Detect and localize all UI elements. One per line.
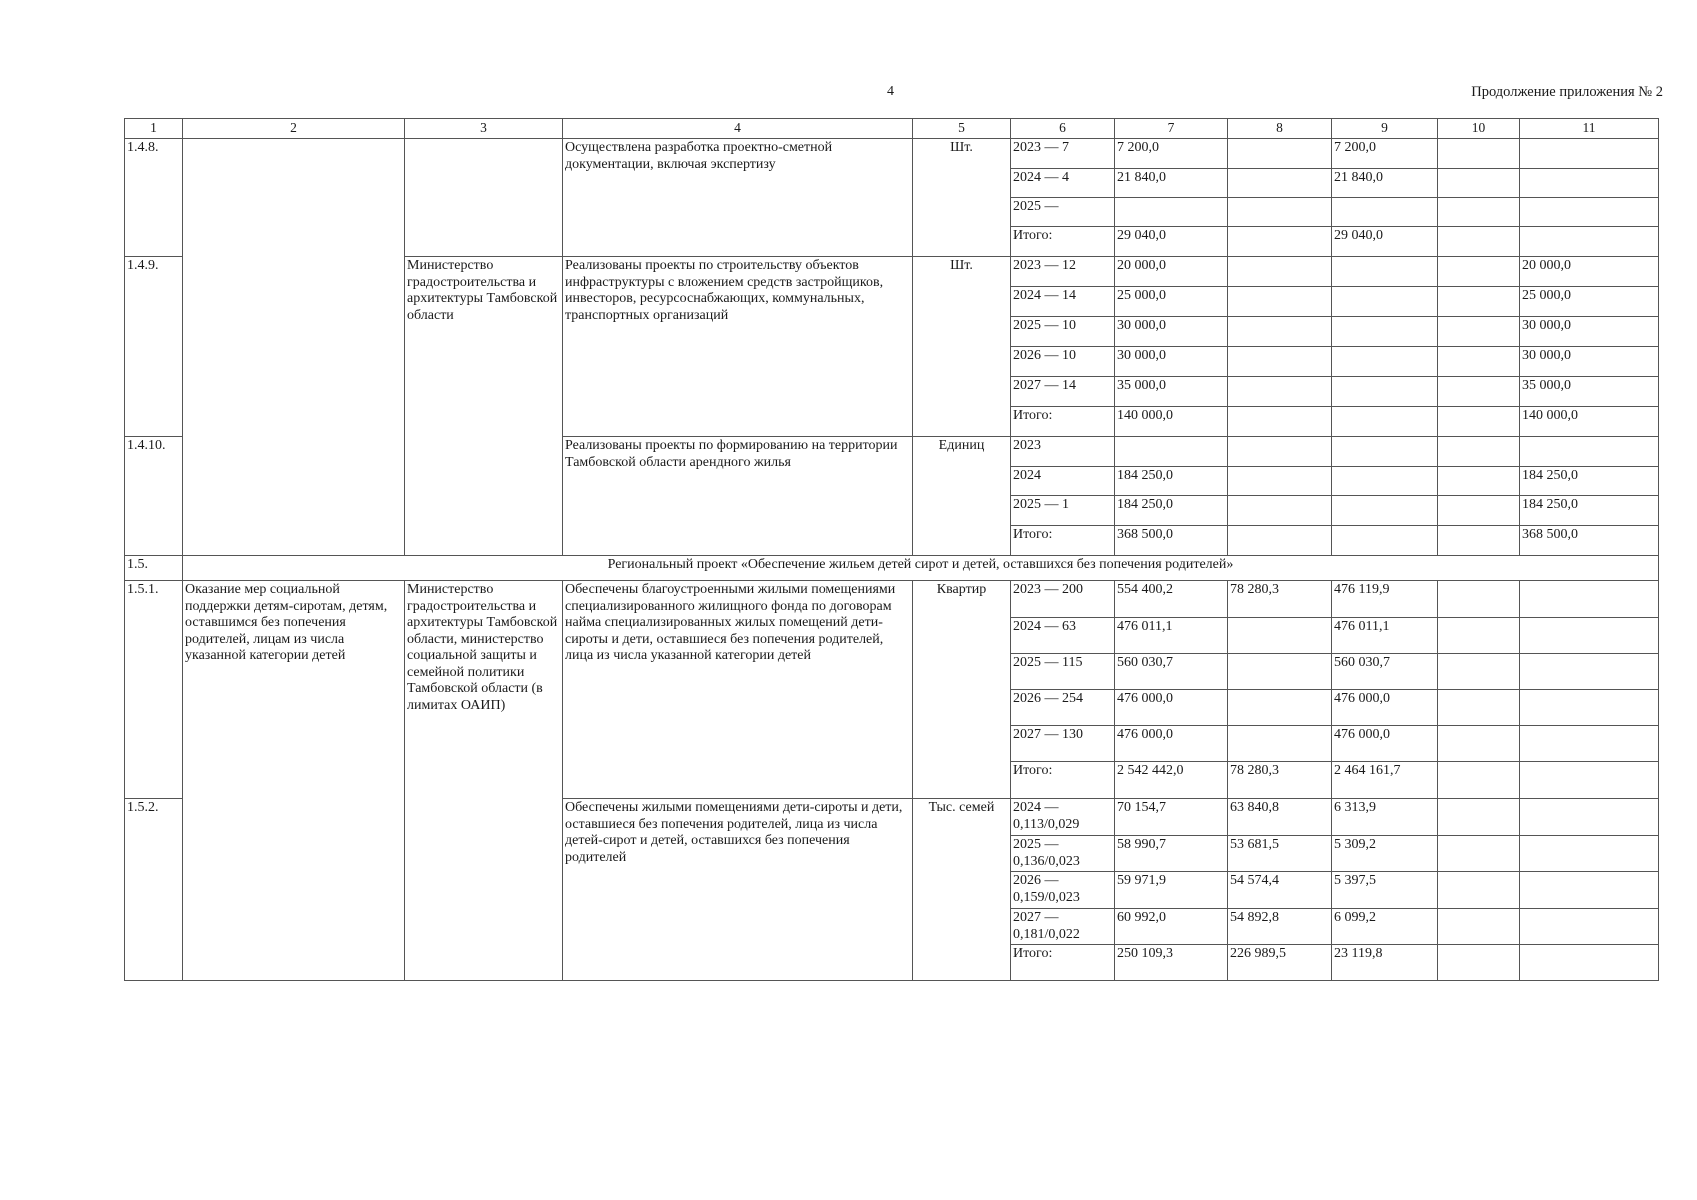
year-cell: 2024 — 63: [1011, 618, 1115, 654]
year-cell: 2024 — 4: [1011, 169, 1115, 198]
federal-budget: [1228, 198, 1332, 227]
regional-budget: [1332, 287, 1438, 317]
year-cell: Итого:: [1011, 407, 1115, 437]
total-amount: 30 000,0: [1115, 317, 1228, 347]
federal-budget: [1228, 287, 1332, 317]
total-amount: 250 109,3: [1115, 945, 1228, 981]
year-cell: 2025 —: [1011, 198, 1115, 227]
federal-budget: [1228, 726, 1332, 762]
table-row: [125, 139, 1659, 169]
extrabudgetary-funds: 35 000,0: [1520, 377, 1659, 407]
extrabudgetary-funds: [1520, 799, 1659, 836]
federal-budget: 226 989,5: [1228, 945, 1332, 981]
item-number: 1.4.8.: [125, 139, 183, 257]
total-amount: 2 542 442,0: [1115, 762, 1228, 799]
total-amount: 35 000,0: [1115, 377, 1228, 407]
federal-budget: [1228, 139, 1332, 169]
extrabudgetary-funds: 184 250,0: [1520, 467, 1659, 496]
column-header: 7: [1115, 119, 1228, 139]
extrabudgetary-funds: 30 000,0: [1520, 317, 1659, 347]
extrabudgetary-funds: [1520, 872, 1659, 909]
local-budget: [1438, 654, 1520, 690]
federal-budget: [1228, 227, 1332, 257]
column-header: 6: [1011, 119, 1115, 139]
result-description: Обеспечены благоустроенными жилыми помещениями специализированного жилищного фонда по договорам найма специализированных жилых помещений дети-сироты и дети, оставшиеся без попечения родителей, лица из числа указанной категории детей: [563, 581, 913, 799]
regional-budget: [1332, 467, 1438, 496]
column-header: 2: [183, 119, 405, 139]
section-row: [125, 556, 1659, 581]
year-cell: Итого:: [1011, 526, 1115, 556]
local-budget: [1438, 287, 1520, 317]
local-budget: [1438, 169, 1520, 198]
extrabudgetary-funds: 140 000,0: [1520, 407, 1659, 437]
regional-budget: 476 000,0: [1332, 690, 1438, 726]
regional-budget: [1332, 496, 1438, 526]
item-number: 1.4.10.: [125, 437, 183, 556]
extrabudgetary-funds: 20 000,0: [1520, 257, 1659, 287]
total-amount: 60 992,0: [1115, 909, 1228, 945]
result-description: Осуществлена разработка проектно-сметной документации, включая экспертизу: [563, 139, 913, 257]
federal-budget: 78 280,3: [1228, 762, 1332, 799]
result-description: Реализованы проекты по формированию на территории Тамбовской области арендного жилья: [563, 437, 913, 556]
total-amount: 184 250,0: [1115, 467, 1228, 496]
regional-budget: 7 200,0: [1332, 139, 1438, 169]
unit-of-measure: Единиц: [913, 437, 1011, 556]
year-cell: 2025 — 115: [1011, 654, 1115, 690]
total-amount: 560 030,7: [1115, 654, 1228, 690]
section-title: Региональный проект «Обеспечение жильем детей сирот и детей, оставшихся без попечения родителей»: [183, 556, 1659, 581]
federal-budget: [1228, 347, 1332, 377]
extrabudgetary-funds: [1520, 762, 1659, 799]
total-amount: 25 000,0: [1115, 287, 1228, 317]
extrabudgetary-funds: 30 000,0: [1520, 347, 1659, 377]
year-cell: 2023 — 200: [1011, 581, 1115, 618]
federal-budget: [1228, 437, 1332, 467]
executor-empty: [405, 139, 563, 257]
local-budget: [1438, 377, 1520, 407]
local-budget: [1438, 227, 1520, 257]
federal-budget: 54 574,4: [1228, 872, 1332, 909]
federal-budget: [1228, 496, 1332, 526]
unit-of-measure: Тыс. семей: [913, 799, 1011, 981]
year-cell: 2025 — 1: [1011, 496, 1115, 526]
regional-budget: [1332, 347, 1438, 377]
column-header: 8: [1228, 119, 1332, 139]
local-budget: [1438, 437, 1520, 467]
executor-name: Министерство градостроительства и архитектуры Тамбовской области: [405, 257, 563, 556]
local-budget: [1438, 909, 1520, 945]
year-cell: 2026 — 0,159/0,023: [1011, 872, 1115, 909]
local-budget: [1438, 872, 1520, 909]
total-amount: 140 000,0: [1115, 407, 1228, 437]
result-description: Обеспечены жилыми помещениями дети-сироты и дети, оставшиеся без попечения родителей, лица из числа детей-сирот и детей, оставшихся без попечения родителей: [563, 799, 913, 981]
federal-budget: 78 280,3: [1228, 581, 1332, 618]
unit-of-measure: Квартир: [913, 581, 1011, 799]
extrabudgetary-funds: [1520, 437, 1659, 467]
federal-budget: [1228, 317, 1332, 347]
year-cell: 2025 — 10: [1011, 317, 1115, 347]
regional-budget: 6 099,2: [1332, 909, 1438, 945]
page-number: 4: [887, 84, 894, 99]
regional-budget: [1332, 437, 1438, 467]
extrabudgetary-funds: [1520, 198, 1659, 227]
total-amount: 29 040,0: [1115, 227, 1228, 257]
regional-budget: [1332, 377, 1438, 407]
total-amount: 554 400,2: [1115, 581, 1228, 618]
total-amount: 20 000,0: [1115, 257, 1228, 287]
unit-of-measure: Шт.: [913, 257, 1011, 437]
local-budget: [1438, 726, 1520, 762]
total-amount: 59 971,9: [1115, 872, 1228, 909]
year-cell: 2027 — 130: [1011, 726, 1115, 762]
extrabudgetary-funds: [1520, 726, 1659, 762]
federal-budget: [1228, 654, 1332, 690]
federal-budget: [1228, 526, 1332, 556]
local-budget: [1438, 257, 1520, 287]
extrabudgetary-funds: 184 250,0: [1520, 496, 1659, 526]
extrabudgetary-funds: 25 000,0: [1520, 287, 1659, 317]
local-budget: [1438, 799, 1520, 836]
year-cell: 2026 — 254: [1011, 690, 1115, 726]
extrabudgetary-funds: [1520, 581, 1659, 618]
total-amount: [1115, 198, 1228, 227]
total-amount: 70 154,7: [1115, 799, 1228, 836]
column-header: 9: [1332, 119, 1438, 139]
regional-budget: 5 309,2: [1332, 836, 1438, 872]
federal-budget: [1228, 618, 1332, 654]
column-header: 1: [125, 119, 183, 139]
total-amount: 476 000,0: [1115, 690, 1228, 726]
extrabudgetary-funds: [1520, 836, 1659, 872]
total-amount: 58 990,7: [1115, 836, 1228, 872]
extrabudgetary-funds: [1520, 654, 1659, 690]
year-cell: 2027 — 0,181/0,022: [1011, 909, 1115, 945]
regional-budget: [1332, 317, 1438, 347]
regional-budget: [1332, 526, 1438, 556]
local-budget: [1438, 945, 1520, 981]
local-budget: [1438, 618, 1520, 654]
extrabudgetary-funds: [1520, 945, 1659, 981]
year-cell: 2023 — 12: [1011, 257, 1115, 287]
extrabudgetary-funds: [1520, 139, 1659, 169]
regional-budget: [1332, 198, 1438, 227]
federal-budget: [1228, 407, 1332, 437]
regional-budget: 23 119,8: [1332, 945, 1438, 981]
regional-budget: 476 011,1: [1332, 618, 1438, 654]
regional-budget: 5 397,5: [1332, 872, 1438, 909]
total-amount: 476 011,1: [1115, 618, 1228, 654]
unit-of-measure: Шт.: [913, 139, 1011, 257]
table-row: [125, 581, 1659, 618]
extrabudgetary-funds: [1520, 169, 1659, 198]
year-cell: 2024 — 0,113/0,029: [1011, 799, 1115, 836]
local-budget: [1438, 762, 1520, 799]
year-cell: 2025 — 0,136/0,023: [1011, 836, 1115, 872]
year-cell: Итого:: [1011, 762, 1115, 799]
extrabudgetary-funds: [1520, 690, 1659, 726]
regional-budget: 21 840,0: [1332, 169, 1438, 198]
local-budget: [1438, 347, 1520, 377]
local-budget: [1438, 496, 1520, 526]
total-amount: 184 250,0: [1115, 496, 1228, 526]
section-number: 1.5.: [125, 556, 183, 581]
column-header: 5: [913, 119, 1011, 139]
column-header: 4: [563, 119, 913, 139]
item-number: 1.5.2.: [125, 799, 183, 981]
result-description: Реализованы проекты по строительству объектов инфраструктуры с вложением средств застройщиков, инвесторов, ресурсоснабжающих, коммунальных, транспортных организаций: [563, 257, 913, 437]
local-budget: [1438, 836, 1520, 872]
regional-budget: 2 464 161,7: [1332, 762, 1438, 799]
total-amount: 30 000,0: [1115, 347, 1228, 377]
federal-budget: 63 840,8: [1228, 799, 1332, 836]
measure-name: Оказание мер социальной поддержки детям-сиротам, детям, оставшимся без попечения родителей, лицам из числа указанной категории детей: [183, 581, 405, 981]
local-budget: [1438, 139, 1520, 169]
federal-budget: [1228, 377, 1332, 407]
year-cell: 2023: [1011, 437, 1115, 467]
regional-budget: 476 000,0: [1332, 726, 1438, 762]
extrabudgetary-funds: [1520, 227, 1659, 257]
total-amount: 21 840,0: [1115, 169, 1228, 198]
year-cell: 2024 — 14: [1011, 287, 1115, 317]
year-cell: 2023 — 7: [1011, 139, 1115, 169]
regional-budget: 560 030,7: [1332, 654, 1438, 690]
regional-budget: 29 040,0: [1332, 227, 1438, 257]
federal-budget: [1228, 257, 1332, 287]
executor-name: Министерство градостроительства и архитектуры Тамбовской области, министерство социальной защиты и семейной политики Тамбовской области (в лимитах ОАИП): [405, 581, 563, 981]
federal-budget: [1228, 690, 1332, 726]
federal-budget: 54 892,8: [1228, 909, 1332, 945]
item-number: 1.5.1.: [125, 581, 183, 799]
total-amount: 476 000,0: [1115, 726, 1228, 762]
year-cell: 2027 — 14: [1011, 377, 1115, 407]
local-budget: [1438, 317, 1520, 347]
extrabudgetary-funds: 368 500,0: [1520, 526, 1659, 556]
measure-name-empty: [183, 139, 405, 556]
total-amount: 368 500,0: [1115, 526, 1228, 556]
year-cell: 2024: [1011, 467, 1115, 496]
local-budget: [1438, 407, 1520, 437]
column-header: 10: [1438, 119, 1520, 139]
federal-budget: 53 681,5: [1228, 836, 1332, 872]
extrabudgetary-funds: [1520, 909, 1659, 945]
regional-budget: [1332, 407, 1438, 437]
local-budget: [1438, 690, 1520, 726]
item-number: 1.4.9.: [125, 257, 183, 437]
regional-budget: 476 119,9: [1332, 581, 1438, 618]
regional-budget: [1332, 257, 1438, 287]
program-measures-table: [124, 118, 1659, 981]
year-cell: Итого:: [1011, 227, 1115, 257]
year-cell: 2026 — 10: [1011, 347, 1115, 377]
federal-budget: [1228, 467, 1332, 496]
column-header: 3: [405, 119, 563, 139]
regional-budget: 6 313,9: [1332, 799, 1438, 836]
total-amount: [1115, 437, 1228, 467]
local-budget: [1438, 467, 1520, 496]
local-budget: [1438, 526, 1520, 556]
column-number-row: [125, 119, 1659, 139]
federal-budget: [1228, 169, 1332, 198]
local-budget: [1438, 581, 1520, 618]
column-header: 11: [1520, 119, 1659, 139]
appendix-continuation-note: Продолжение приложения № 2: [1471, 84, 1663, 100]
year-cell: Итого:: [1011, 945, 1115, 981]
extrabudgetary-funds: [1520, 618, 1659, 654]
local-budget: [1438, 198, 1520, 227]
total-amount: 7 200,0: [1115, 139, 1228, 169]
